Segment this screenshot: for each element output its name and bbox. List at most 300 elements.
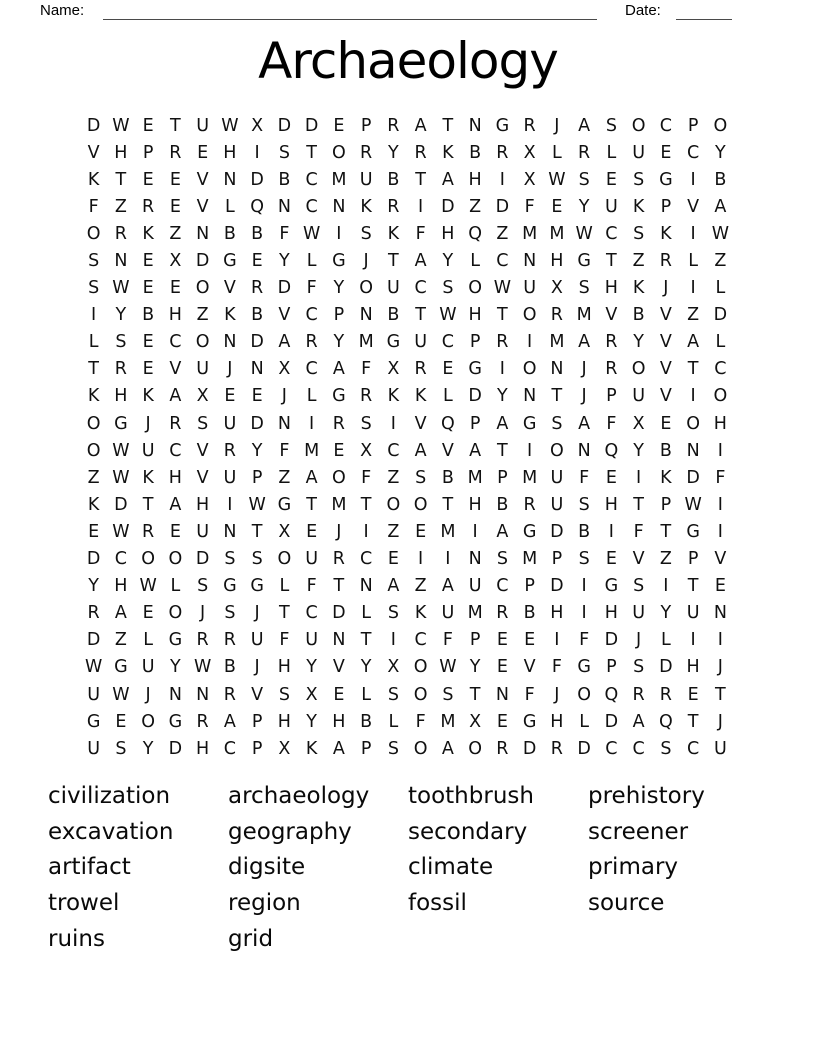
grid-letter: S: [496, 549, 508, 570]
grid-letter: Z: [714, 251, 727, 272]
grid-letter: F: [306, 278, 317, 299]
grid-letter: U: [632, 386, 646, 407]
grid-letter: F: [361, 359, 372, 380]
grid-letter: R: [496, 142, 509, 163]
grid-letter: I: [690, 169, 696, 190]
grid-letter: B: [523, 603, 536, 624]
grid-letter: L: [143, 630, 153, 651]
grid-letter: E: [496, 711, 508, 732]
grid-letter: C: [414, 630, 427, 651]
grid-letter: R: [142, 521, 155, 542]
grid-letter: F: [579, 630, 590, 651]
grid-letter: V: [196, 196, 209, 217]
grid-letter: T: [687, 359, 699, 380]
grid-letter: V: [169, 359, 182, 380]
grid-letter: K: [387, 223, 400, 244]
grid-letter: A: [387, 576, 400, 597]
grid-letter: O: [631, 359, 646, 380]
grid-letter: U: [359, 169, 373, 190]
grid-letter: G: [577, 657, 591, 678]
grid-letter: J: [363, 251, 369, 272]
grid-letter: X: [632, 413, 645, 434]
grid-letter: X: [360, 440, 373, 461]
grid-letter: A: [332, 359, 345, 380]
grid-letter: S: [442, 278, 454, 299]
grid-letter: A: [414, 440, 427, 461]
grid-letter: P: [469, 630, 481, 651]
word-list-item: civilization: [48, 783, 171, 809]
grid-letter: L: [606, 142, 617, 163]
grid-letter: G: [686, 521, 700, 542]
grid-letter: E: [251, 386, 263, 407]
grid-letter: I: [445, 549, 451, 570]
date-label: Date:: [625, 2, 661, 19]
grid-letter: P: [606, 386, 617, 407]
grid-letter: S: [88, 278, 100, 299]
grid-letter: N: [686, 440, 700, 461]
grid-letter: W: [302, 223, 321, 244]
grid-letter: X: [278, 521, 291, 542]
grid-letter: E: [333, 115, 345, 136]
grid-letter: W: [439, 305, 457, 326]
grid-letter: L: [688, 251, 698, 272]
grid-letter: A: [496, 413, 509, 434]
grid-letter: V: [659, 305, 672, 326]
grid-letter: P: [251, 467, 263, 488]
grid-letter: X: [469, 711, 482, 732]
grid-letter: E: [605, 169, 617, 190]
grid-letter: D: [495, 196, 510, 217]
grid-letter: X: [523, 142, 536, 163]
grid-letter: T: [633, 494, 644, 515]
grid-letter: L: [388, 711, 399, 732]
grid-letter: F: [306, 576, 317, 597]
grid-letter: V: [278, 305, 291, 326]
grid-letter: N: [223, 169, 237, 190]
grid-letter: W: [684, 494, 702, 515]
grid-letter: H: [713, 413, 727, 434]
grid-letter: M: [467, 603, 483, 624]
grid-letter: M: [358, 332, 374, 353]
grid-letter: O: [386, 494, 401, 515]
grid-letter: J: [554, 115, 560, 136]
grid-letter: W: [575, 223, 593, 244]
grid-letter: O: [86, 440, 101, 461]
grid-letter: S: [197, 413, 209, 434]
grid-letter: A: [305, 467, 318, 488]
grid-letter: P: [524, 576, 535, 597]
grid-letter: O: [277, 549, 292, 570]
grid-letter: H: [114, 576, 128, 597]
grid-letter: O: [331, 467, 346, 488]
word-column: [588, 779, 705, 922]
grid-letter: B: [441, 467, 454, 488]
grid-letter: S: [387, 684, 399, 705]
grid-letter: I: [91, 305, 97, 326]
grid-letter: W: [139, 576, 157, 597]
grid-letter: W: [112, 278, 130, 299]
grid-letter: K: [414, 603, 427, 624]
grid-letter: C: [387, 440, 400, 461]
grid-letter: S: [578, 549, 590, 570]
grid-letter: U: [523, 278, 537, 299]
grid-letter: E: [142, 251, 154, 272]
grid-letter: L: [361, 603, 371, 624]
grid-letter: L: [170, 576, 181, 597]
grid-letter: A: [578, 413, 591, 434]
grid-letter: T: [388, 251, 399, 272]
grid-letter: P: [360, 115, 372, 136]
grid-letter: J: [554, 684, 560, 705]
grid-letter: C: [114, 549, 127, 570]
grid-letter: Y: [633, 332, 644, 353]
grid-letter: H: [468, 494, 482, 515]
grid-letter: K: [360, 196, 372, 217]
grid-letter: C: [659, 115, 672, 136]
grid-letter: T: [251, 521, 263, 542]
grid-letter: I: [690, 630, 696, 651]
grid-letter: I: [717, 521, 723, 542]
grid-letter: U: [196, 115, 210, 136]
grid-letter: H: [604, 494, 618, 515]
grid-letter: B: [387, 305, 400, 326]
grid-letter: N: [250, 359, 264, 380]
grid-letter: N: [332, 630, 346, 651]
grid-letter: P: [142, 142, 154, 163]
grid-letter: Y: [497, 386, 508, 407]
grid-letter: O: [359, 278, 374, 299]
grid-letter: P: [251, 711, 263, 732]
word-list-item: trowel: [48, 890, 120, 917]
grid-letter: T: [88, 359, 99, 380]
grid-letter: C: [605, 223, 618, 244]
grid-letter: V: [687, 196, 700, 217]
grid-letter: N: [277, 196, 291, 217]
grid-letter: U: [87, 684, 101, 705]
grid-letter: N: [277, 413, 291, 434]
grid-letter: X: [251, 115, 264, 136]
grid-letter: O: [522, 305, 537, 326]
grid-letter: J: [663, 278, 669, 299]
grid-letter: V: [251, 684, 264, 705]
grid-letter: V: [632, 549, 645, 570]
grid-letter: G: [332, 386, 346, 407]
grid-letter: H: [468, 169, 482, 190]
grid-letter: E: [197, 142, 209, 163]
grid-letter: M: [549, 332, 565, 353]
grid-letter: U: [305, 549, 319, 570]
grid-letter: G: [332, 251, 346, 272]
grid-letter: D: [86, 630, 101, 651]
grid-letter: V: [659, 332, 672, 353]
grid-letter: C: [687, 738, 700, 759]
grid-letter: E: [387, 549, 399, 570]
grid-letter: A: [441, 169, 454, 190]
grid-letter: I: [717, 440, 723, 461]
grid-letter: Z: [387, 521, 400, 542]
grid-letter: E: [551, 196, 563, 217]
grid-letter: J: [636, 630, 642, 651]
grid-letter: X: [387, 359, 400, 380]
grid-letter: A: [332, 738, 345, 759]
grid-letter: Z: [87, 467, 100, 488]
grid-letter: H: [277, 711, 291, 732]
grid-letter: T: [497, 440, 508, 461]
grid-letter: P: [360, 738, 372, 759]
word-list-item: primary: [588, 854, 679, 881]
grid-letter: E: [142, 169, 154, 190]
grid-letter: D: [195, 251, 210, 272]
grid-letter: Y: [306, 711, 317, 732]
grid-letter: C: [305, 603, 318, 624]
grid-letter: H: [604, 278, 618, 299]
grid-letter: R: [496, 332, 509, 353]
grid-letter: D: [277, 278, 292, 299]
grid-letter: B: [142, 305, 155, 326]
grid-letter: G: [522, 521, 537, 542]
grid-letter: C: [305, 196, 318, 217]
grid-letter: X: [169, 251, 182, 272]
grid-letter: I: [363, 521, 369, 542]
grid-letter: G: [223, 576, 237, 597]
grid-letter: T: [306, 142, 317, 163]
grid-letter: I: [554, 630, 560, 651]
grid-letter: K: [632, 278, 645, 299]
grid-letter: K: [660, 467, 672, 488]
grid-letter: A: [469, 440, 482, 461]
name-label: Name:: [40, 2, 85, 19]
page-title: Archaeology: [258, 32, 558, 90]
grid-letter: L: [443, 386, 453, 407]
grid-letter: H: [168, 467, 182, 488]
grid-letter: Z: [196, 305, 209, 326]
grid-letter: B: [360, 711, 373, 732]
grid-letter: X: [278, 738, 291, 759]
grid-letter: N: [713, 603, 727, 624]
grid-letter: S: [360, 413, 372, 434]
grid-letter: G: [114, 657, 128, 678]
grid-letter: P: [687, 549, 699, 570]
grid-letter: I: [418, 549, 424, 570]
grid-letter: N: [577, 440, 591, 461]
grid-letter: V: [196, 440, 209, 461]
grid-letter: S: [633, 169, 645, 190]
grid-letter: E: [524, 630, 536, 651]
grid-letter: D: [304, 115, 319, 136]
grid-letter: A: [278, 332, 291, 353]
grid-letter: I: [636, 467, 642, 488]
grid-letter: V: [414, 413, 427, 434]
grid-letter: F: [279, 630, 290, 651]
grid-letter: K: [87, 169, 100, 190]
grid-letter: C: [305, 359, 318, 380]
grid-letter: O: [713, 115, 728, 136]
grid-letter: Z: [469, 196, 482, 217]
grid-letter: R: [550, 738, 563, 759]
grid-letter: C: [496, 576, 509, 597]
grid-letter: B: [223, 223, 236, 244]
grid-letter: I: [254, 142, 260, 163]
grid-letter: B: [578, 521, 591, 542]
grid-letter: J: [227, 359, 233, 380]
grid-letter: U: [305, 630, 319, 651]
grid-letter: E: [88, 521, 100, 542]
word-list-item: secondary: [408, 818, 528, 845]
grid-letter: T: [306, 494, 317, 515]
grid-letter: R: [114, 359, 127, 380]
grid-letter: I: [690, 278, 696, 299]
grid-letter: F: [279, 223, 290, 244]
word-list-item: toothbrush: [408, 783, 534, 809]
grid-letter: T: [497, 305, 508, 326]
grid-letter: Y: [306, 657, 317, 678]
grid-letter: G: [659, 169, 673, 190]
grid-letter: L: [470, 251, 480, 272]
grid-letter: M: [522, 549, 538, 570]
grid-letter: L: [552, 142, 562, 163]
grid-letter: E: [687, 684, 699, 705]
grid-letter: N: [332, 196, 346, 217]
grid-letter: R: [169, 413, 182, 434]
grid-letter: G: [522, 711, 537, 732]
grid-letter: N: [223, 521, 237, 542]
grid-letter: O: [468, 738, 483, 759]
grid-letter: C: [441, 332, 454, 353]
grid-letter: O: [522, 359, 537, 380]
grid-letter: N: [196, 223, 210, 244]
grid-letter: L: [661, 630, 671, 651]
grid-letter: M: [467, 467, 483, 488]
grid-letter: S: [633, 223, 645, 244]
grid-letter: S: [633, 576, 645, 597]
grid-letter: H: [168, 305, 182, 326]
grid-letter: I: [581, 603, 587, 624]
grid-letter: U: [713, 738, 727, 759]
grid-letter: V: [441, 440, 454, 461]
grid-letter: C: [605, 738, 618, 759]
grid-letter: K: [224, 305, 236, 326]
grid-letter: N: [359, 305, 373, 326]
grid-letter: J: [281, 386, 287, 407]
grid-letter: Y: [578, 196, 590, 217]
word-list-item: prehistory: [588, 783, 705, 809]
grid-letter: J: [336, 521, 342, 542]
grid-letter: B: [469, 142, 482, 163]
grid-letter: P: [497, 467, 508, 488]
grid-letter: E: [169, 278, 181, 299]
grid-letter: L: [361, 684, 371, 705]
grid-letter: H: [550, 251, 564, 272]
grid-letter: T: [360, 494, 372, 515]
grid-letter: D: [522, 738, 537, 759]
grid-letter: H: [468, 305, 482, 326]
grid-letter: T: [687, 711, 699, 732]
word-list-item: digsite: [228, 854, 306, 881]
grid-letter: I: [390, 413, 396, 434]
grid-letter: M: [440, 521, 456, 542]
grid-letter: L: [306, 251, 317, 272]
grid-letter: R: [523, 494, 536, 515]
grid-letter: I: [390, 630, 396, 651]
grid-letter: R: [332, 413, 345, 434]
grid-letter: S: [551, 413, 563, 434]
grid-letter: I: [499, 169, 505, 190]
grid-letter: S: [197, 576, 209, 597]
grid-letter: D: [468, 386, 482, 407]
grid-letter: E: [605, 467, 617, 488]
grid-letter: R: [605, 359, 618, 380]
grid-letter: B: [659, 440, 672, 461]
grid-letter: T: [170, 115, 181, 136]
grid-letter: M: [522, 467, 538, 488]
grid-letter: H: [550, 711, 564, 732]
grid-letter: R: [414, 142, 427, 163]
grid-letter: C: [414, 278, 427, 299]
grid-letter: C: [305, 305, 318, 326]
grid-letter: Q: [468, 223, 483, 244]
word-list-item: grid: [228, 925, 274, 952]
grid-letter: N: [114, 251, 128, 272]
grid-letter: O: [331, 142, 346, 163]
grid-letter: F: [415, 223, 426, 244]
grid-letter: C: [632, 738, 645, 759]
grid-letter: F: [715, 467, 726, 488]
grid-letter: M: [522, 223, 538, 244]
grid-letter: S: [278, 684, 290, 705]
grid-letter: E: [415, 521, 427, 542]
word-column: [408, 779, 534, 922]
grid-letter: H: [114, 386, 128, 407]
grid-letter: C: [496, 251, 509, 272]
grid-letter: H: [196, 494, 210, 515]
grid-letter: U: [632, 603, 646, 624]
grid-letter: G: [86, 711, 101, 732]
grid-letter: A: [632, 711, 645, 732]
grid-letter: Y: [442, 251, 454, 272]
grid-letter: E: [169, 196, 181, 217]
grid-letter: J: [581, 359, 587, 380]
grid-letter: S: [387, 603, 399, 624]
grid-letter: O: [468, 278, 483, 299]
grid-letter: R: [360, 386, 373, 407]
grid-letter: F: [361, 467, 372, 488]
grid-letter: O: [86, 223, 101, 244]
grid-letter: I: [309, 413, 315, 434]
word-list-item: climate: [408, 854, 494, 881]
grid-letter: D: [250, 169, 264, 190]
grid-letter: Z: [687, 305, 700, 326]
grid-letter: C: [714, 359, 727, 380]
word-column: [228, 779, 369, 957]
grid-letter: H: [604, 603, 618, 624]
grid-letter: R: [223, 440, 236, 461]
grid-letter: Y: [660, 603, 672, 624]
grid-letter: Y: [633, 440, 644, 461]
grid-letter: G: [577, 251, 591, 272]
grid-letter: V: [523, 657, 536, 678]
grid-letter: E: [224, 386, 236, 407]
grid-letter: D: [86, 115, 101, 136]
grid-letter: R: [196, 630, 209, 651]
grid-letter: F: [524, 684, 535, 705]
grid-letter: T: [415, 305, 426, 326]
grid-letter: P: [469, 332, 481, 353]
grid-letter: Y: [251, 440, 263, 461]
grid-letter: H: [114, 142, 128, 163]
grid-letter: E: [142, 278, 154, 299]
grid-letter: L: [225, 196, 235, 217]
grid-letter: Z: [496, 223, 509, 244]
